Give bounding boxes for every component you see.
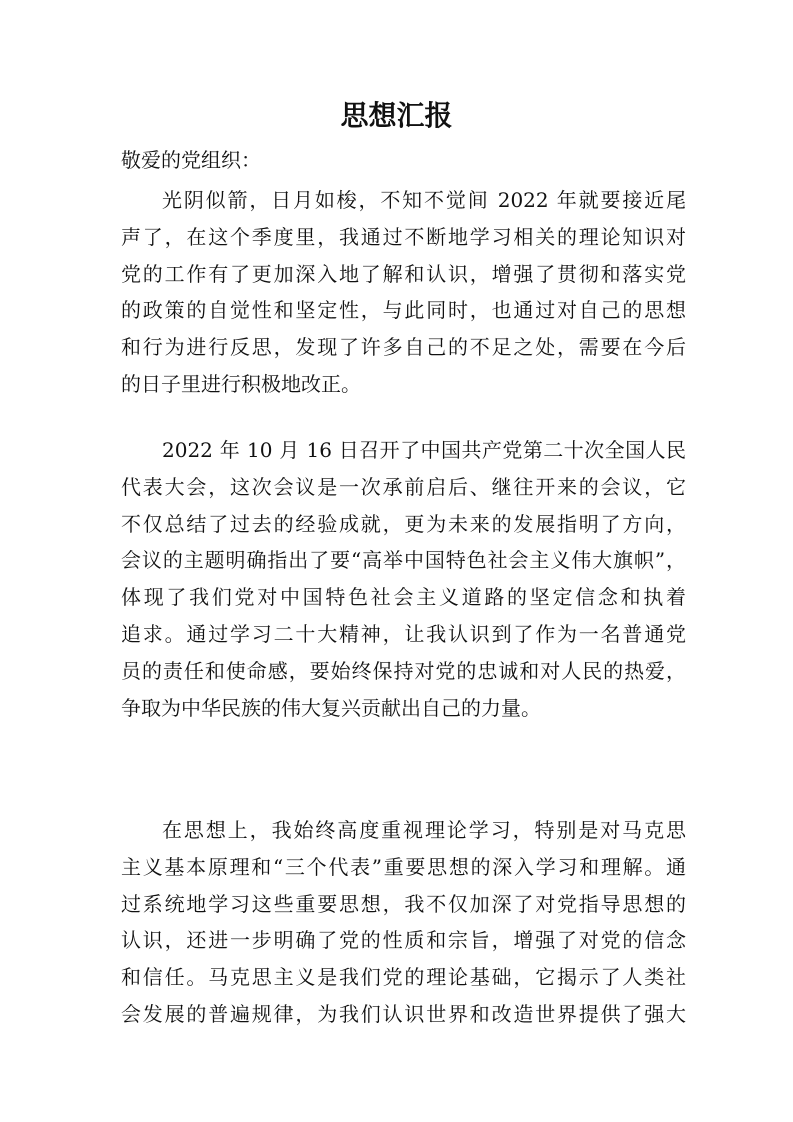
text-line: 不仅总结了过去的经验成就，更为未来的发展指明了方向， [121,511,686,536]
text-line: 党的工作有了更加深入地了解和认识，增强了贯彻和落实党 [121,261,686,286]
text-line: 的日子里进行积极地改正。 [121,371,361,396]
text-line: 在思想上，我始终高度重视理论学习，特别是对马克思 [162,818,686,842]
text-line: 会发展的普遍规律，为我们认识世界和改造世界提供了强大 [121,1001,686,1026]
text-line: 追求。通过学习二十大精神，让我认识到了作为一名普通党 [121,621,686,646]
text-line: 主义基本原理和“三个代表”重要思想的深入学习和理解。通 [121,854,686,879]
text-line: 会议的主题明确指出了要“高举中国特色社会主义伟大旗帜”， [121,548,686,573]
document-title: 思想汇报 [340,99,453,132]
text-line: 2022 年 10 月 16 日召开了中国共产党第二十次全国人民 [162,438,686,462]
salutation: 敬爱的党组织： [121,148,261,172]
text-line: 员的责任和使命感，要始终保持对党的忠诚和对人民的热爱， [121,658,686,683]
text-line: 争取为中华民族的伟大复兴贡献出自己的力量。 [121,695,541,720]
paragraph-3 [121,812,686,1033]
text-line: 认识，还进一步明确了党的性质和宗旨，增强了对党的信念 [121,928,686,953]
text-line: 声了，在这个季度里，我通过不断地学习相关的理论知识对 [121,224,686,249]
paragraph-2 [121,432,686,726]
text-line: 和行为进行反思，发现了许多自己的不足之处，需要在今后 [121,335,686,360]
text-line: 和信任。马克思主义是我们党的理论基础，它揭示了人类社 [121,965,686,990]
paragraph-1 [121,182,686,403]
text-line: 体现了我们党对中国特色社会主义道路的坚定信念和执着 [121,585,686,610]
text-line: 光阴似箭，日月如梭，不知不觉间 2022 年就要接近尾 [162,188,686,212]
text-line: 代表大会，这次会议是一次承前启后、继往开来的会议，它 [121,474,686,499]
text-line: 过系统地学习这些重要思想，我不仅加深了对党指导思想的 [121,891,686,916]
text-line: 的政策的自觉性和坚定性，与此同时，也通过对自己的思想 [121,298,686,323]
